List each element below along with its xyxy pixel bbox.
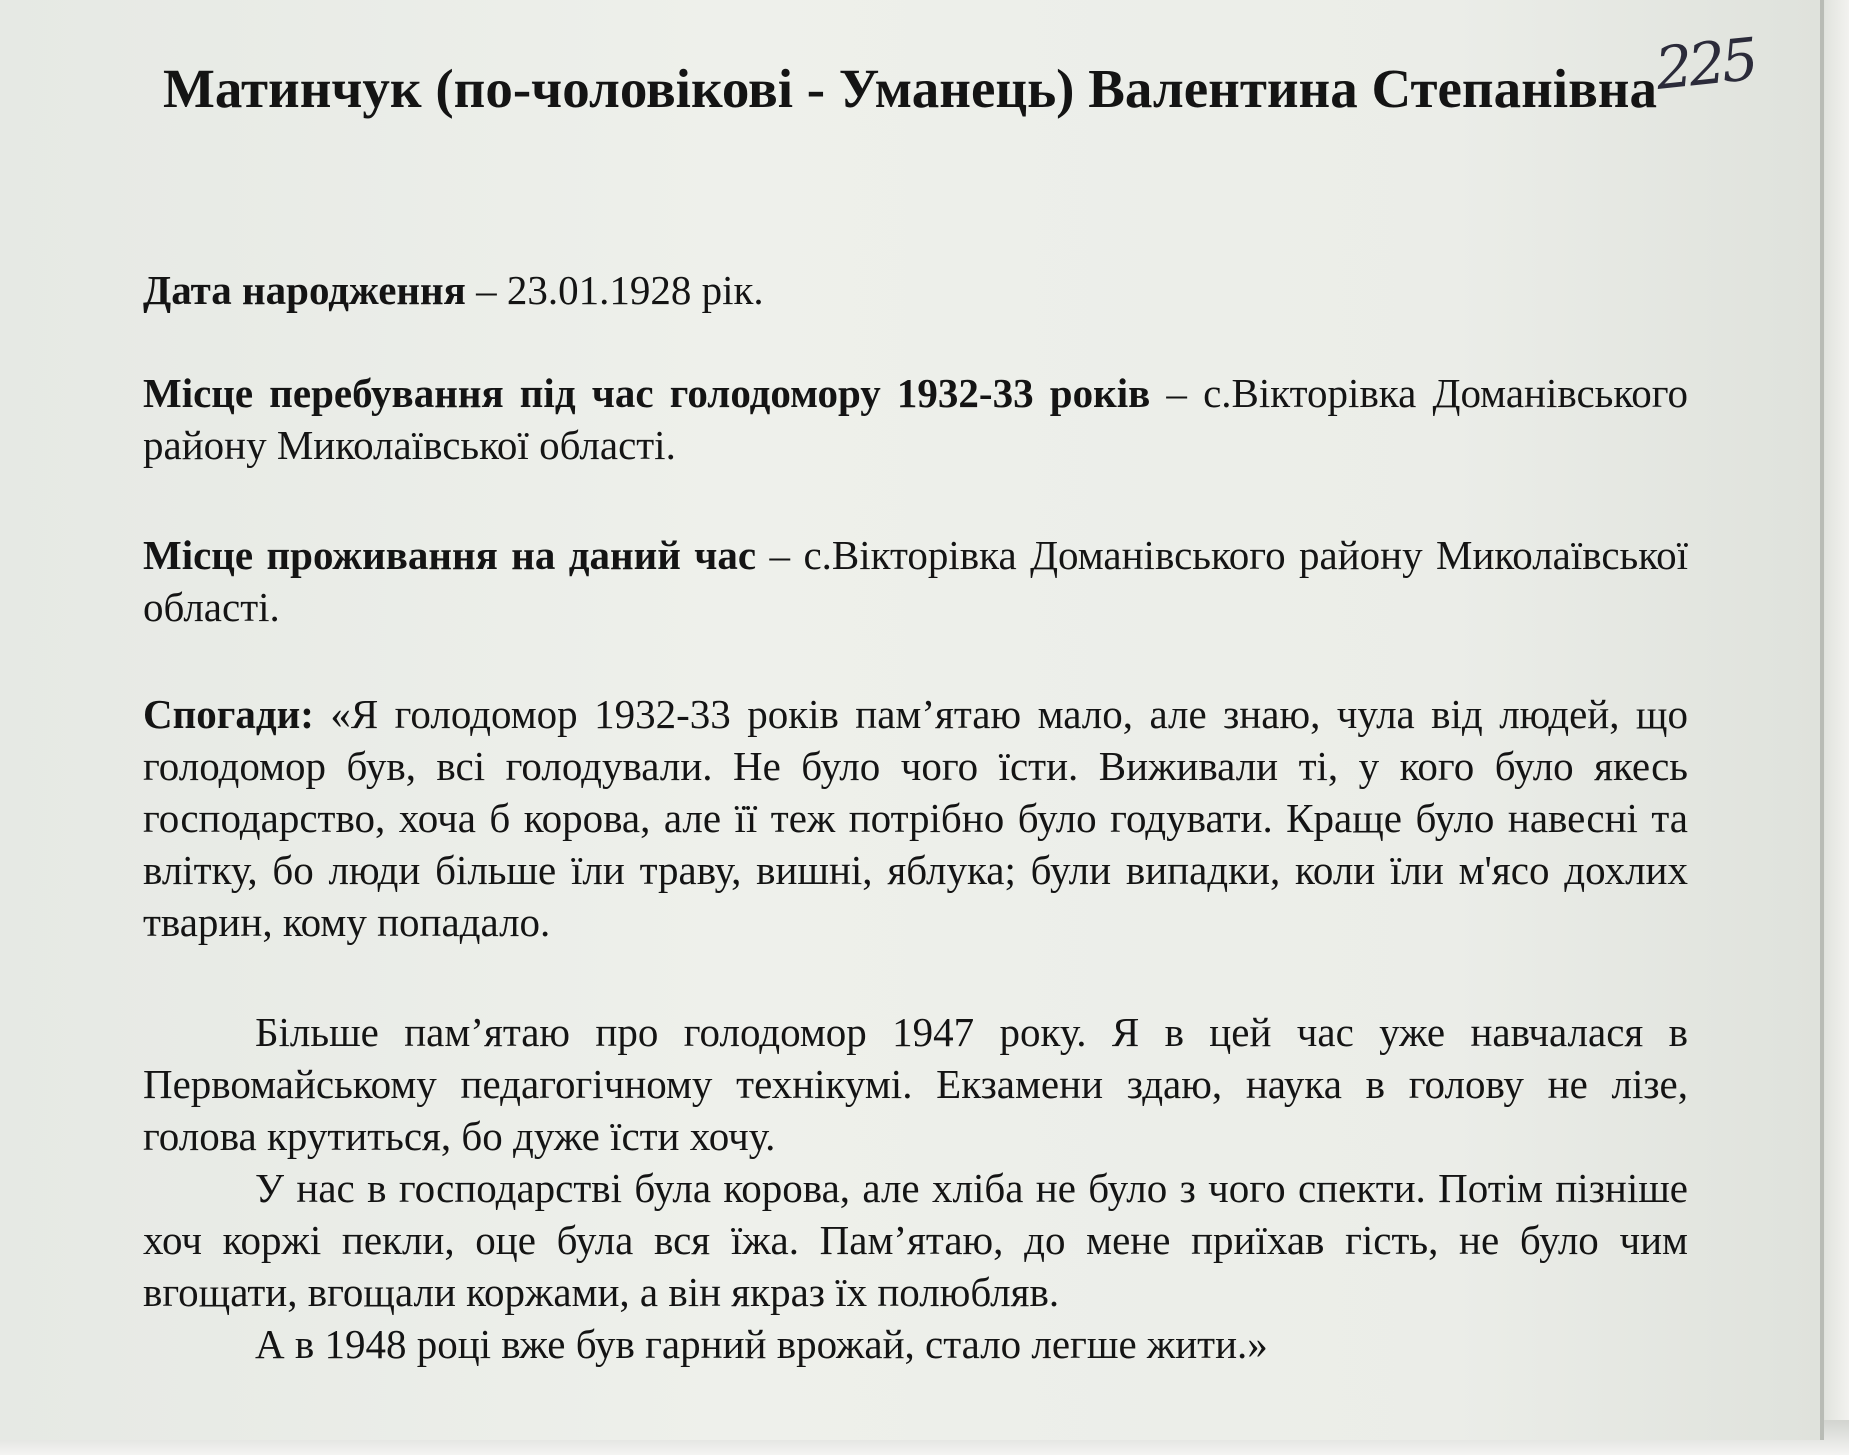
memories-paragraph-4: А в 1948 році вже був гарний врожай, стало легше жити.» bbox=[255, 1321, 1268, 1367]
current-residence-label: Місце проживання на даний час bbox=[143, 532, 757, 578]
current-residence-value: с.Вікторівка Доманівського району Миколаївської області. bbox=[143, 532, 1688, 630]
memories-paragraph-1 bbox=[143, 688, 1688, 948]
birth-date-label: Дата народження bbox=[143, 267, 466, 313]
memories-paragraph-3: У нас в господарстві була корова, але хліба не було з чого спекти. Потім пізніше хоч коржі пекли, оце була вся їжа. Пам’ятаю, до мене приїхав гість, не було чим вгощати, вгощали коржами, а він якраз їх полюбляв. bbox=[143, 1165, 1688, 1315]
famine-stay-place-field bbox=[143, 367, 1688, 471]
document-title: Матинчук (по-чоловікові - Уманець) Валентина Степанівна bbox=[163, 58, 1657, 119]
birth-date-separator: – bbox=[465, 267, 507, 313]
memories-label: Спогади: bbox=[143, 691, 314, 737]
handwritten-page-number: 225 bbox=[1652, 25, 1758, 103]
current-residence-separator: – bbox=[756, 532, 804, 578]
famine-stay-place-separator: – bbox=[1150, 370, 1204, 416]
memories-text-1: «Я голодомор 1932-33 років пам’ятаю мало, але знаю, чула від людей, що голодомор був, всі голодували. Не було чого їсти. Виживали ті, у кого було якесь господарство, хоча б корова, але її теж потрібно було годувати. Краще було навесні та влітку, бо люди більше їли траву, вишні, яблука; були випадки, коли їли м'ясо дохлих тварин, кому попадало. bbox=[143, 691, 1688, 945]
current-residence-field bbox=[143, 529, 1688, 633]
famine-stay-place-value: с.Вікторівка Доманівського району Миколаївської області. bbox=[143, 370, 1689, 468]
famine-stay-place-label: Місце перебування під час голодомору 1932-33 років bbox=[143, 370, 1151, 416]
memories-paragraph-2: Більше пам’ятаю про голодомор 1947 року. Я в цей час уже навчалася в Первомайському педагогічному технікумі. Екзамени здаю, наука в голову не лізе, голова крутиться, бо дуже їсти хочу. bbox=[143, 1009, 1688, 1159]
birth-date-field bbox=[143, 264, 1688, 316]
birth-date-value: 23.01.1928 рік. bbox=[506, 267, 764, 313]
